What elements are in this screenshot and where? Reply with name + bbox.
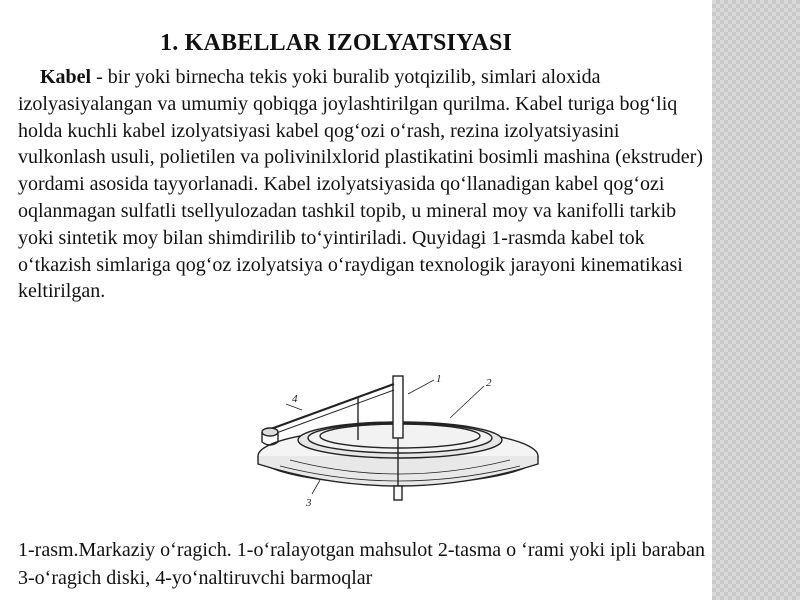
term-kabel: Kabel [40, 66, 92, 88]
decorative-side-band [712, 0, 800, 600]
label-1: 1 [436, 373, 442, 385]
body-paragraph [18, 64, 712, 305]
slide-title: 1. KABELLAR IZOLYATSIYASI [160, 30, 513, 56]
guide-roller [262, 428, 278, 436]
intro-text: - bir yoki birnecha tekis yoki buralib yotqizilib, simlari aloxida izolyasiyalangan va umumiy qobiqga joylashtirilgan qurilma. Kabel turiga bog‘liq holda kuchli kabel izolyatsiyasi kabel qog‘ozi o‘rash, rezina izolyatsiyasini vulkonlash usuli, polietilen va polivinilxlorid plastikatini bosimli mashina (ekstruder) yordami asosida tayyorlanadi. Kabel izolyatsiyasida qo‘llanadigan kabel qog‘ozi oqlanmagan sulfatli tsellyulozadan tashkil topib, u mineral moy va kanifolli tarkib yoki sintetik moy bilan shimdirilib to‘yintiriladi. Quyidagi 1-rasmda kabel tok o‘tkazish simlariga qog‘oz izolyatsiya o‘raydigan texnologik jarayoni kinematikasi keltirilgan. [18, 66, 703, 303]
label-3: 3 [306, 497, 312, 509]
intro-paragraph [18, 64, 712, 305]
product-spindle [393, 376, 403, 438]
label-4: 4 [292, 393, 298, 405]
winding-machine-figure [250, 368, 550, 518]
figure-caption: 1-rasm.Markaziy o‘ragich. 1-o‘ralayotgan mahsulot 2-tasma o ‘rami yoki ipli baraban 3-o‘ragich diski, 4-yo‘naltiruvchi barmoqlar [18, 539, 705, 589]
label-2: 2 [486, 377, 492, 389]
